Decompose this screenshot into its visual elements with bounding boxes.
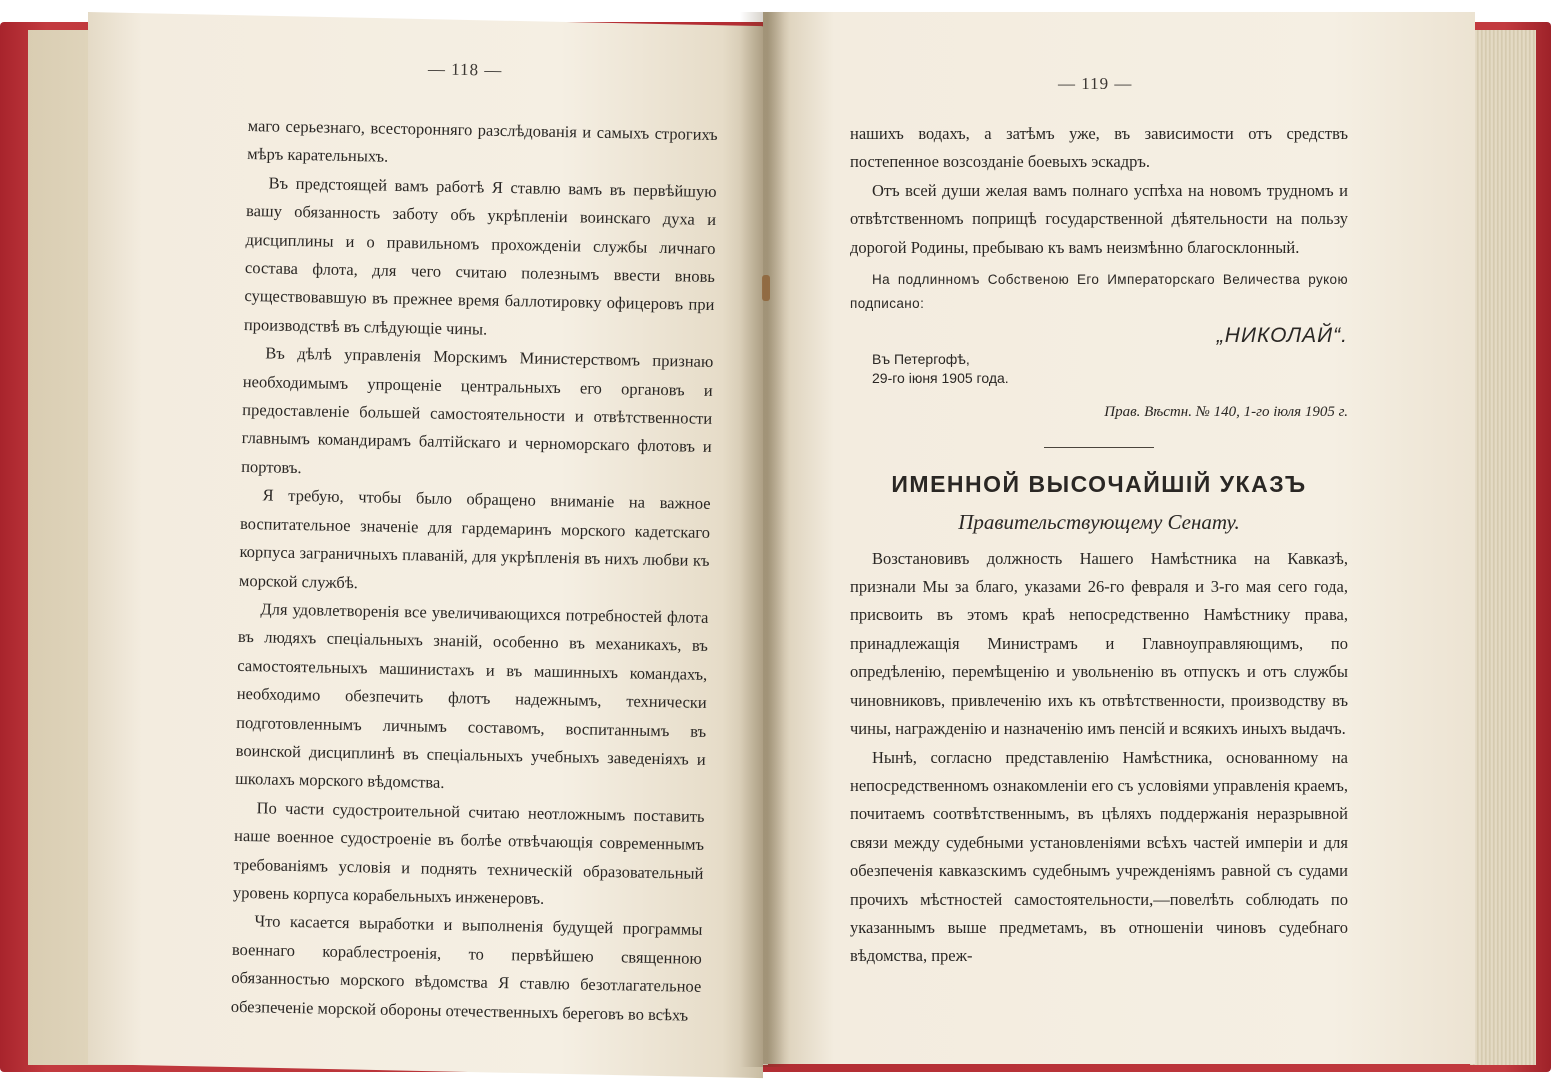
book-gutter [740,12,790,1067]
paragraph: маго серьезнаго, всесторонняго разслѣдованія и самыхъ строгихъ мѣръ карательныхъ. [247,115,718,167]
page-stain [762,275,770,301]
paragraph: Въ предстоящей вамъ работѣ Я ставлю вамъ въ первѣйшую вашу обязанность заботу объ укрѣпленіи воинскаго духа и дисциплины и о правильномъ прохожденіи службы личнаго состава флота, для чего считаю полезнымъ ввести вновь существовавшую въ прежнее время баллотировку офицеровъ при производствѣ въ слѣдующіе чины. [243,173,717,339]
source-citation: Прав. Вѣстн. № 140, 1-го іюля 1905 г. [1104,404,1348,421]
paragraph: Что касается выработки и выполненія будущей программы военнаго кораблестроенія, то первѣйшею священною обязанностью морского вѣдомства Я ставлю безотлагательное обезпеченіе морской обороны отечественныхъ береговъ во всѣхъ [230,911,703,1025]
paragraph: Возстановивъ должность Нашего Намѣстника на Кавказѣ, признали Мы за благо, указами 26-го февраля и 3-го мая сего года, присвоить въ этомъ краѣ непосредственно Намѣстнику права, принадлежащія Министрамъ и Главноуправляющимъ, по опредѣленію, перемѣщенію и увольненію въ отпускъ и отъ службы чиновниковъ, привлеченію ихъ къ отвѣтственности, производству въ чины, награжденію и назначенію имъ пенсій и всякихъ иныхъ выдачъ. [850,548,1348,739]
paragraph: Для удовлетворенія все увеличивающихся потребностей флота въ людяхъ спеціальныхъ знаній, особенно въ механикахъ, въ самостоятельныхъ машинистахъ и въ машинныхъ командахъ, необходимо обезпечить флотъ надежнымъ, технически подготовленнымъ личнымъ составомъ, воспитаннымъ въ воинской дисциплинѣ въ спеціальныхъ учебныхъ заведеніяхъ и школахъ морского вѣдомства. [235,599,709,793]
left-page-text [231,112,718,1030]
date: 29-го іюня 1905 года. [872,370,1009,387]
section-divider [1044,447,1154,448]
paragraph: Отъ всей души желая вамъ полнаго успѣха на новомъ трудномъ и отвѣтственномъ поприщѣ государственной дѣятельности на пользу дорогой Родины, пребываю къ вамъ неизмѣнно благосклонный. [850,180,1348,257]
right-page-text [850,120,1348,971]
original-signature-note: На подлинномъ Собственою Его Императорскаго Величества рукою подписано: [850,272,1348,312]
left-page-number: — 118 — [427,59,503,80]
place-date-block [850,350,1348,388]
decree-subtitle: Правительствующему Сенату. [958,510,1240,535]
paragraph: Въ дѣлѣ управленія Морскимъ Министерствомъ признаю необходимымъ упрощеніе центральныхъ его органовъ и предоставленіе большей самостоятельности и отвѣтственности главнымъ командирамъ балтійскаго и черноморскаго флотовъ и портовъ. [241,343,714,477]
paragraph: нашихъ водахъ, а затѣмъ уже, въ зависимости отъ средствъ постепенное возсозданіе боевыхъ эскадръ. [850,124,1348,172]
paragraph: Нынѣ, согласно представленію Намѣстника, основанному на непосредственномъ ознакомленіи его съ условіями управленія краемъ, почитаемъ соотвѣтственнымъ, въ цѣляхъ поддержанія неразрывной связи между судебными установленіями всѣхъ частей имперіи и для обезпеченія кавказскимъ судебнымъ учрежденіямъ равной съ судами прочихъ мѣстностей самостоятельности,—повелѣть соблюдать по указаннымъ выше предметамъ, въ отношеніи чиновъ судебнаго вѣдомства, преж- [850,747,1348,966]
right-page-number: — 119 — [1058,74,1133,93]
imperial-signature: „НИКОЛАЙ“. [1216,324,1348,348]
decree-title: ИМЕННОЙ ВЫСОЧАЙШІЙ УКАЗЪ [891,470,1307,497]
place: Въ Петергофѣ, [872,351,970,368]
paragraph: По части судостроительной считаю неотложнымъ поставить наше военное судостроеніе въ болѣе отвѣчающія современнымъ требованіямъ условія и поднять техническій образовательный уровень корпуса корабельныхъ инженеровъ. [232,798,705,908]
paragraph: Я требую, чтобы было обращено вниманіе на важное воспитательное значеніе для гардемаринъ морского кадетскаго корпуса заграничныхъ плаваній, для укрѣпленія въ нихъ любви къ морской службѣ. [238,485,711,592]
page-block-right-edge [1470,30,1536,1065]
